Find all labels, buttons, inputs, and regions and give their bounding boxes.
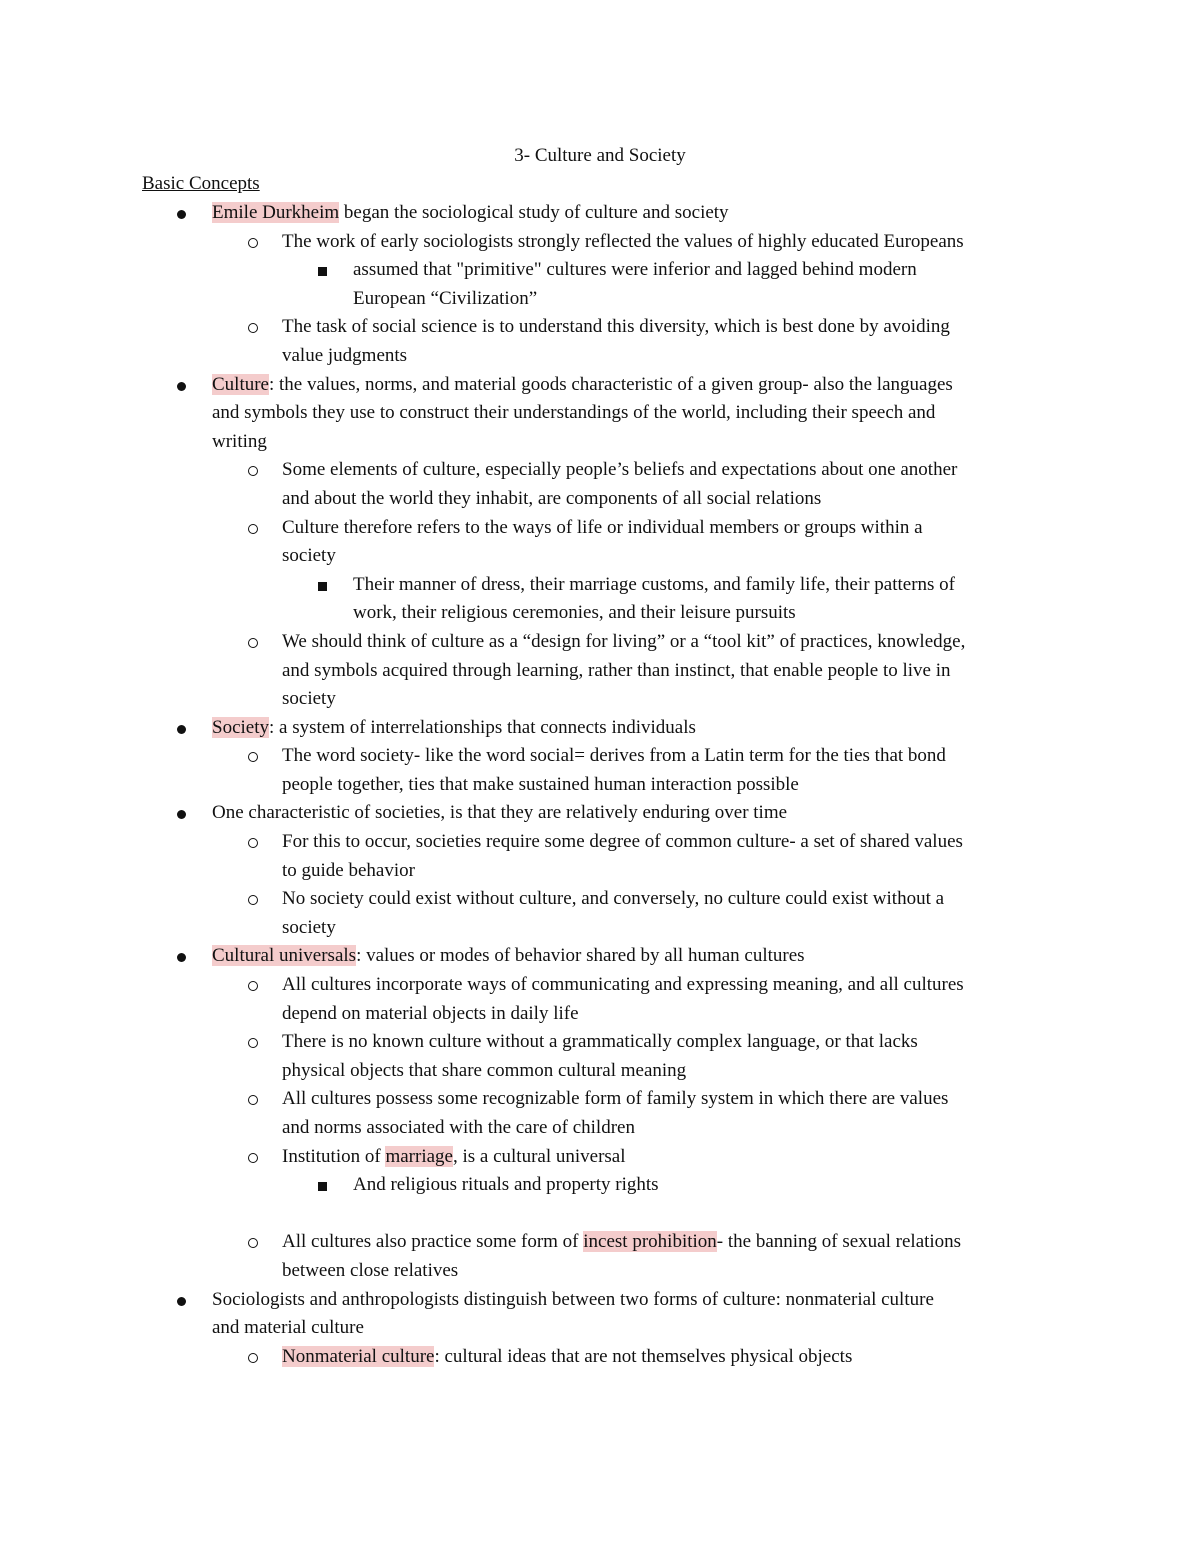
line-text: society [282, 545, 336, 567]
list-item-level-3 [0, 285, 1200, 314]
line-text: The word society- like the word social= derives from a Latin term for the ties that bond [282, 745, 946, 767]
list-item-level-2 [0, 914, 1200, 943]
line-text: Institution of [282, 1145, 386, 1167]
list-item-level-2 [0, 1114, 1200, 1143]
line-text: depend on material objects in daily life [282, 1002, 579, 1024]
filled-square-bullet-icon [318, 582, 327, 591]
line-text: Their manner of dress, their marriage customs, and family life, their patterns of [353, 573, 955, 595]
line-text: and norms associated with the care of children [282, 1117, 635, 1138]
hollow-circle-bullet-icon [248, 466, 258, 476]
list-item-level-2 [0, 1057, 1200, 1086]
line-text: One characteristic of societies, is that they are relatively enduring over time [212, 802, 788, 824]
list-item-level-2 [0, 1257, 1200, 1286]
line-text: All cultures incorporate ways of communicating and expressing meaning, and all cultures [282, 974, 964, 996]
hollow-circle-bullet-icon [248, 838, 258, 848]
list-item-level-2 [0, 1085, 1200, 1114]
hollow-circle-bullet-icon [248, 1238, 258, 1248]
list-item-level-2 [0, 742, 1200, 771]
list-item-level-2 [0, 1000, 1200, 1029]
notes-body [0, 199, 1200, 1371]
line-text: and about the world they inhabit, are components of all social relations [282, 487, 822, 509]
line-text: Culture therefore refers to the ways of life or individual members or groups within a [282, 516, 923, 538]
hollow-circle-bullet-icon [248, 752, 258, 762]
line-text: and symbols acquired through learning, rather than instinct, that enable people to live in [282, 659, 951, 681]
list-item-level-2 [0, 342, 1200, 371]
hollow-circle-bullet-icon [248, 1153, 258, 1163]
list-item-level-3 [0, 1171, 1200, 1200]
list-item-level-2 [0, 685, 1200, 714]
list-item-level-3 [0, 571, 1200, 600]
highlighted-term: Society [212, 716, 269, 738]
filled-circle-bullet-icon [177, 1297, 186, 1306]
highlighted-term: Emile Durkheim [212, 202, 340, 223]
hollow-circle-bullet-icon [248, 323, 258, 333]
highlighted-term: marriage [385, 1145, 453, 1167]
highlighted-term: Nonmaterial culture [282, 1345, 435, 1367]
filled-circle-bullet-icon [177, 210, 186, 219]
hollow-circle-bullet-icon [248, 238, 258, 248]
line-text: and material culture [212, 1317, 364, 1339]
line-text: The work of early sociologists strongly reflected the values of highly educated Europeans [282, 230, 964, 252]
hollow-circle-bullet-icon [248, 895, 258, 905]
list-item-level-2 [0, 1343, 1200, 1372]
line-text: All cultures also practice some form of [282, 1231, 584, 1253]
line-text: - the banning of sexual relations [716, 1231, 962, 1253]
list-item-level-3 [0, 599, 1200, 628]
list-item-level-2 [0, 1228, 1200, 1257]
line-text: For this to occur, societies require some degree of common culture- a set of shared values [282, 831, 963, 853]
line-text: society [282, 688, 336, 710]
list-item-level-2 [0, 885, 1200, 914]
line-text: No society could exist without culture, and conversely, no culture could exist without a [282, 888, 945, 910]
hollow-circle-bullet-icon [248, 1038, 258, 1048]
section-heading: Basic Concepts [142, 173, 260, 194]
line-text: work, their religious ceremonies, and their leisure pursuits [353, 602, 796, 624]
line-text: : cultural ideas that are not themselves physical objects [434, 1345, 853, 1367]
line-text: , is a cultural universal [452, 1145, 626, 1167]
line-text: people together, ties that make sustained human interaction possible [282, 773, 799, 795]
line-text: value judgments [282, 344, 408, 366]
line-text: assumed that "primitive" cultures were inferior and lagged behind modern [353, 259, 917, 281]
blank-line [0, 1200, 1200, 1229]
highlighted-term: Culture [212, 373, 269, 395]
list-item-level-3 [0, 256, 1200, 285]
line-text: The task of social science is to understand this diversity, which is best done by avoiding [282, 316, 950, 338]
list-item-level-2 [0, 857, 1200, 886]
page-title: 3- Culture and Society [514, 145, 686, 166]
hollow-circle-bullet-icon [248, 1095, 258, 1105]
list-item-level-1 [0, 714, 1200, 743]
list-item-level-2 [0, 1143, 1200, 1172]
line-text: to guide behavior [282, 859, 415, 881]
list-item-level-2 [0, 971, 1200, 1000]
hollow-circle-bullet-icon [248, 981, 258, 991]
list-item-level-1 [0, 199, 1200, 228]
list-item-level-1 [0, 1286, 1200, 1315]
list-item-level-2 [0, 828, 1200, 857]
hollow-circle-bullet-icon [248, 1353, 258, 1363]
list-item-level-2 [0, 313, 1200, 342]
list-item-level-1 [0, 399, 1200, 428]
line-text: And religious rituals and property rights [353, 1174, 659, 1196]
highlighted-term: Cultural universals [212, 945, 357, 967]
list-item-level-2 [0, 456, 1200, 485]
line-text: began the sociological study of culture and society [339, 202, 729, 223]
line-text: between close relatives [282, 1259, 459, 1281]
line-text: All cultures possess some recognizable form of family system in which there are values [282, 1088, 949, 1110]
filled-square-bullet-icon [318, 1182, 327, 1191]
highlighted-term: incest prohibition [583, 1231, 717, 1253]
list-item-level-2 [0, 628, 1200, 657]
line-text: Some elements of culture, especially people’s beliefs and expectations about one another [282, 459, 958, 481]
list-item-level-1 [0, 799, 1200, 828]
filled-square-bullet-icon [318, 267, 327, 276]
list-item-level-2 [0, 542, 1200, 571]
list-item-level-1 [0, 1314, 1200, 1343]
line-text: : the values, norms, and material goods characteristic of a given group- also the languages [269, 373, 953, 395]
list-item-level-2 [0, 1028, 1200, 1057]
filled-circle-bullet-icon [177, 810, 186, 819]
line-text: : a system of interrelationships that connects individuals [269, 716, 696, 738]
list-item-level-2 [0, 228, 1200, 257]
line-text: and symbols they use to construct their understandings of the world, including their speech and [212, 402, 936, 424]
line-text: We should think of culture as a “design for living” or a “tool kit” of practices, knowledge, [282, 630, 966, 652]
line-text: : values or modes of behavior shared by all human cultures [356, 945, 805, 967]
list-item-level-2 [0, 514, 1200, 543]
filled-circle-bullet-icon [177, 725, 186, 734]
list-item-level-2 [0, 657, 1200, 686]
line-text: society [282, 916, 336, 938]
line-text: physical objects that share common cultural meaning [282, 1059, 687, 1081]
line-text: Sociologists and anthropologists distinguish between two forms of culture: nonmaterial culture [212, 1288, 934, 1310]
list-item-level-1 [0, 428, 1200, 457]
line-text: European “Civilization” [353, 287, 538, 309]
filled-circle-bullet-icon [177, 382, 186, 391]
list-item-level-2 [0, 771, 1200, 800]
list-item-level-2 [0, 485, 1200, 514]
hollow-circle-bullet-icon [248, 524, 258, 534]
filled-circle-bullet-icon [177, 953, 186, 962]
line-text: writing [212, 430, 267, 452]
line-text: There is no known culture without a grammatically complex language, or that lacks [282, 1031, 918, 1053]
list-item-level-1 [0, 942, 1200, 971]
hollow-circle-bullet-icon [248, 638, 258, 648]
list-item-level-1 [0, 371, 1200, 400]
